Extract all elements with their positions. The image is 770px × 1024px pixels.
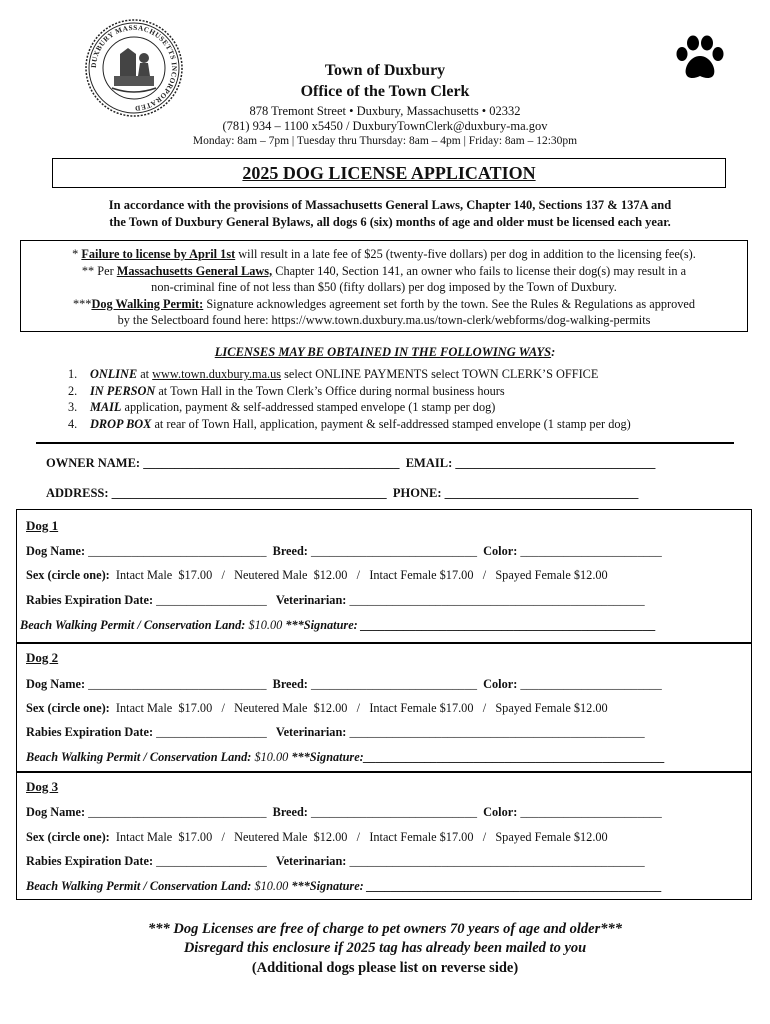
dog-1-section [16,509,752,643]
sex-options[interactable]: Intact Male $17.00 / Neutered Male $12.00 / Intact Female $17.00 / Spayed Female $12.00 [109,701,608,715]
vet-label: Veterinarian: [266,593,350,607]
notice-line-1 [21,246,747,263]
beach-permit-fee: $10.00 [254,879,289,893]
color-label: Color: [477,805,521,819]
sex-options[interactable]: Intact Male $17.00 / Neutered Male $12.00 / Intact Female $17.00 / Spayed Female $12.00 [109,568,608,582]
beach-permit-label: Beach Walking Permit / Conservation Land: [26,750,255,764]
rabies-field[interactable]: __________________ [156,854,267,868]
beach-permit-row [20,618,656,633]
ways-heading-colon: : [551,345,556,359]
office-address: 878 Tremont Street • Duxbury, Massachusetts • 02332 [249,104,521,118]
beach-permit-row [26,750,665,765]
phone-field[interactable]: _______________________________ [444,486,639,500]
breed-field[interactable]: ___________________________ [310,805,477,819]
section-divider [36,442,734,444]
sex-label: Sex (circle one): [26,701,110,715]
method-in-person: IN PERSON [90,383,156,398]
notice-line-2 [21,263,747,280]
breed-field[interactable]: ___________________________ [310,677,477,691]
breed-label: Breed: [266,677,311,691]
sex-options[interactable]: Intact Male $17.00 / Neutered Male $12.00 / Intact Female $17.00 / Spayed Female $12.00 [109,830,608,844]
mgl-emphasis: Massachusetts General Laws, [116,263,273,278]
notice-line-5: by the Selectboard found here: https://www.town.duxbury.ma.us/town-clerk/webforms/dog-walking-permits [117,313,651,327]
list-item [68,383,631,400]
phone-label: PHONE: [386,486,445,500]
intro-line-1: In accordance with the provisions of Massachusetts General Laws, Chapter 140, Sections 137 & 137A and [108,198,672,212]
notice-text: Chapter 140, Section 141, an owner who fails to license their dog(s) may result in a [272,263,687,278]
notice-text: will result in a late fee of $25 (twenty-five dollars) per dog in addition to the licensing fee(s). [235,247,696,261]
rabies-label: Rabies Expiration Date: [26,593,157,607]
list-number: 1. [68,367,78,381]
dog-name-label: Dog Name: [26,805,89,819]
rabies-row [26,725,645,740]
rabies-field[interactable]: __________________ [156,593,267,607]
intro-line-2: the Town of Duxbury General Bylaws, all dogs 6 (six) months of age and older must be licensed each year. [109,215,671,229]
dog-name-label: Dog Name: [26,677,89,691]
list-number: 4. [68,416,78,431]
dog-name-field[interactable]: _____________________________ [88,805,267,819]
notice-prefix: *** [72,296,92,311]
beach-permit-fee: $10.00 [254,750,289,764]
sex-label: Sex (circle one): [26,568,110,582]
form-title-box [52,158,726,188]
signature-field[interactable]: _________________________________________________ [363,750,666,764]
list-number: 3. [68,400,78,414]
vet-field[interactable]: ________________________________________________ [349,725,645,739]
senior-free-note: *** Dog Licenses are free of charge to pet owners 70 years of age and older*** [147,921,622,937]
office-contact: (781) 934 – 1100 x5450 / DuxburyTownClerk@duxbury-ma.gov [222,119,548,133]
address-field[interactable]: ____________________________________________ [111,486,387,500]
list-item [68,399,631,416]
signature-label: ***Signature: [288,879,367,893]
beach-permit-fee: $10.00 [248,618,283,632]
color-field[interactable]: _______________________ [520,544,662,558]
breed-label: Breed: [266,805,311,819]
list-number: 2. [68,383,78,398]
list-text: application, payment & self-addressed stamped envelope (1 stamp per dog) [121,400,496,414]
address-label: ADDRESS: [46,486,112,500]
rabies-label: Rabies Expiration Date: [26,854,157,868]
owner-row [46,456,655,471]
color-label: Color: [477,544,521,558]
notice-line-4 [21,296,747,313]
address-row [46,486,638,501]
method-drop-box: DROP BOX [90,416,152,431]
rabies-row [26,854,645,869]
list-text: at rear of Town Hall, application, payment & self-addressed stamped envelope (1 stamp per dog) [151,416,631,431]
seal-text: DUXBURY MASSACHUSETTS INCORPORATED [89,23,179,113]
office-hours: Monday: 8am – 7pm | Tuesday thru Thursday: 8am – 4pm | Friday: 8am – 12:30pm [192,135,578,147]
list-text: at Town Hall in the Town Clerk’s Office during normal business hours [155,383,505,398]
dog-name-label: Dog Name: [26,544,89,558]
method-online: ONLINE [90,367,138,381]
vet-label: Veterinarian: [266,854,350,868]
dog-name-field[interactable]: _____________________________ [88,677,267,691]
dog-heading: Dog 2 [26,650,59,665]
sex-label: Sex (circle one): [26,830,110,844]
vet-label: Veterinarian: [266,725,350,739]
town-name: Town of Duxbury [324,62,446,79]
dog-3-section [16,772,752,900]
dog-2-section [16,643,752,772]
office-name: Office of the Town Clerk [300,83,470,100]
beach-permit-row [26,879,662,894]
notice-prefix: * [72,247,82,261]
rabies-field[interactable]: __________________ [156,725,267,739]
dog-name-row [26,805,662,820]
list-text: select ONLINE PAYMENTS select TOWN CLERK’S OFFICE [281,367,599,381]
rabies-row [26,593,645,608]
signature-field[interactable]: ________________________________________________ [360,618,656,632]
email-field[interactable]: ________________________________ [455,456,656,470]
list-text: at [137,367,153,381]
email-label: EMAIL: [399,456,456,470]
owner-name-field[interactable]: _________________________________________ [143,456,400,470]
dog-name-field[interactable]: _____________________________ [88,544,267,558]
sex-row [26,701,608,716]
sex-row [26,830,608,845]
color-field[interactable]: _______________________ [520,805,662,819]
breed-field[interactable]: ___________________________ [310,544,477,558]
additional-dogs-note: (Additional dogs please list on reverse side) [251,960,519,976]
ways-heading-text: LICENSES MAY BE OBTAINED IN THE FOLLOWING WAYS [214,345,552,359]
ways-list [68,366,631,432]
sex-row [26,568,608,583]
vet-field[interactable]: ________________________________________________ [349,854,645,868]
notice-prefix: ** Per [81,263,117,278]
rabies-label: Rabies Expiration Date: [26,725,157,739]
disregard-note: Disregard this enclosure if 2025 tag has already been mailed to you [183,940,587,956]
notice-box [20,240,748,332]
dog-name-row [26,677,662,692]
method-mail: MAIL [90,400,122,414]
list-item [68,366,631,383]
town-website-link[interactable]: www.town.duxbury.ma.us [152,367,282,381]
color-label: Color: [477,677,521,691]
late-fee-emphasis: Failure to license by April 1st [81,247,236,261]
notice-line-3: non-criminal fine of not less than $50 (fifty dollars) per dog imposed by the Town of Duxbury. [151,280,617,294]
breed-label: Breed: [266,544,311,558]
form-title: 2025 DOG LICENSE APPLICATION [242,163,536,183]
dog-heading: Dog 1 [26,518,59,533]
signature-label: ***Signature: [282,618,361,632]
signature-label: ***Signature: [288,750,364,764]
owner-name-label: OWNER NAME: [46,456,144,470]
dog-name-row [26,544,662,559]
beach-permit-label: Beach Walking Permit / Conservation Land: [26,879,255,893]
beach-permit-label: Beach Walking Permit / Conservation Land: [20,618,249,632]
ways-heading [0,345,770,360]
list-item [68,416,631,433]
signature-field[interactable]: ________________________________________________ [366,879,662,893]
walking-permit-emphasis: Dog Walking Permit: [91,296,204,311]
vet-field[interactable]: ________________________________________________ [349,593,645,607]
dog-heading: Dog 3 [26,779,59,794]
color-field[interactable]: _______________________ [520,677,662,691]
notice-text: Signature acknowledges agreement set forth by the town. See the Rules & Regulations as approved [203,296,695,311]
